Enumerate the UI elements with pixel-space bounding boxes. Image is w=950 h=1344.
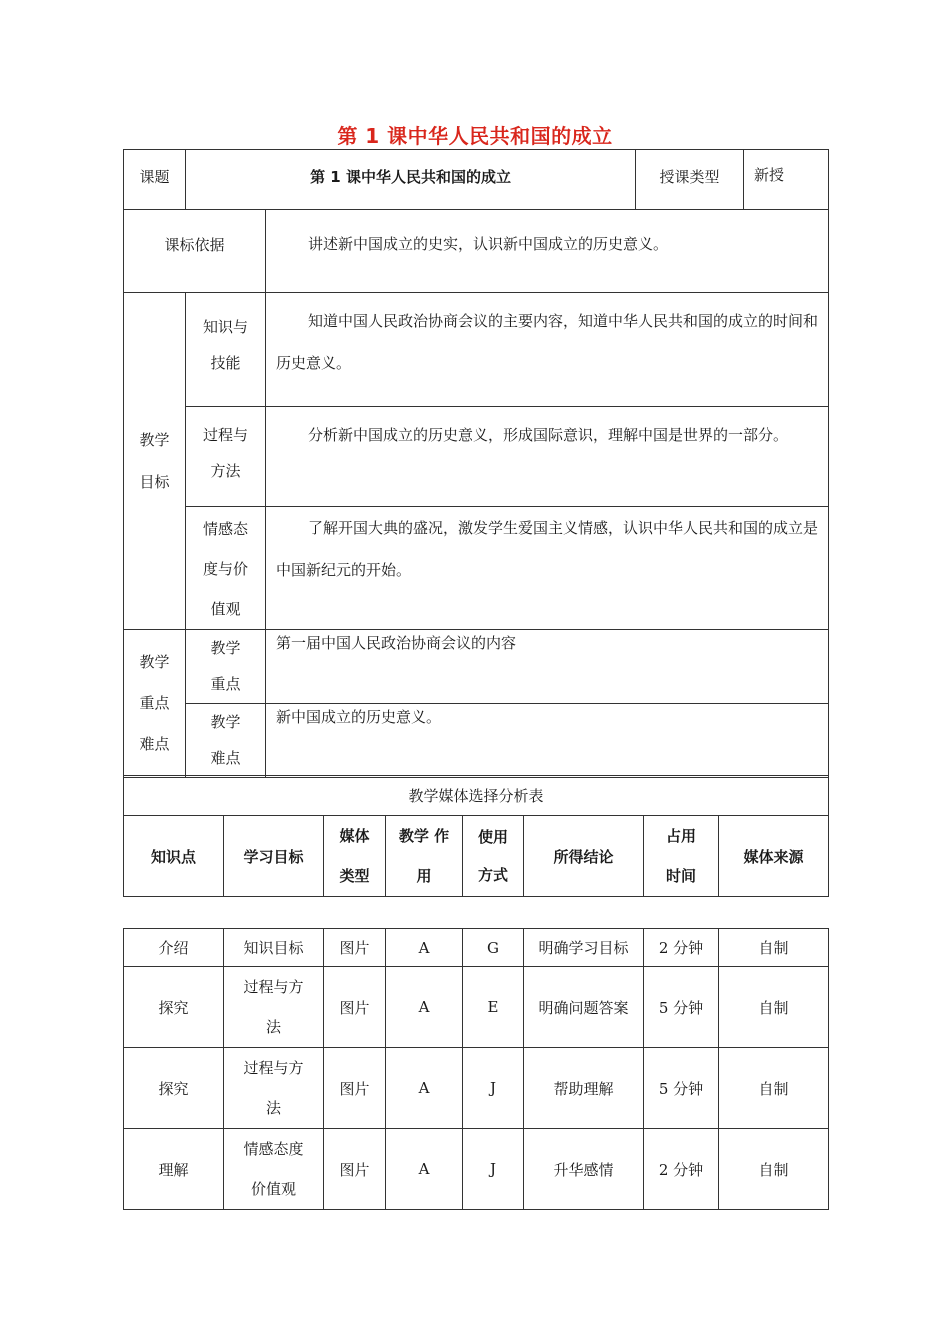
col-header-media-type: 媒体类型 [324,816,386,897]
cell-teaching-role: A [386,1048,463,1129]
focus-text: 第一届中国人民政治协商会议的内容 [266,630,829,704]
table-row [124,1129,829,1210]
cell-learning-goal: 过程与方法 [224,967,324,1048]
keypoint-row-difficulty [124,704,829,778]
cell-duration: 2 分钟 [644,1129,719,1210]
cell-duration: 5 分钟 [644,967,719,1048]
cell-knowledge-point: 理解 [124,1129,224,1210]
col-header-source: 媒体来源 [719,816,829,897]
cell-conclusion: 升华感情 [524,1129,644,1210]
goal-row-process [124,407,829,507]
cell-source: 自制 [719,929,829,967]
cell-source: 自制 [719,967,829,1048]
cell-usage: J [463,1048,524,1129]
goal-row-emotion [124,507,829,630]
goal-row-knowledge [124,293,829,407]
cell-knowledge-point: 探究 [124,967,224,1048]
basis-label: 课标依据 [124,210,266,293]
cell-media-type: 图片 [324,1129,386,1210]
lesson-plan-table [123,149,829,778]
cell-media-type: 图片 [324,1048,386,1129]
difficulty-text: 新中国成立的历史意义。 [266,704,829,778]
cell-source: 自制 [719,1048,829,1129]
cell-teaching-role: A [386,967,463,1048]
cell-learning-goal: 知识目标 [224,929,324,967]
goal-label-emotion: 情感态度与价值观 [186,507,266,630]
cell-conclusion: 明确问题答案 [524,967,644,1048]
cell-source: 自制 [719,1129,829,1210]
difficulty-label: 教学难点 [186,704,266,778]
keypoint-row-focus [124,630,829,704]
goal-label-process: 过程与方法 [186,407,266,507]
col-header-learning-goal: 学习目标 [224,816,324,897]
cell-learning-goal: 过程与方法 [224,1048,324,1129]
cell-usage: G [463,929,524,967]
cell-conclusion: 帮助理解 [524,1048,644,1129]
media-header-row [124,816,829,897]
cell-knowledge-point: 探究 [124,1048,224,1129]
table-row [124,1048,829,1129]
page-title: 第 1 课中华人民共和国的成立 [337,124,613,148]
goal-text-emotion: 了解开国大典的盛况，激发学生爱国主义情感，认识中华人民共和国的成立是中国新纪元的开始。 [276,519,819,579]
cell-learning-goal: 情感态度价值观 [224,1129,324,1210]
media-body-table [123,928,829,1210]
col-header-knowledge-point: 知识点 [124,816,224,897]
cell-duration: 2 分钟 [644,929,719,967]
media-header-table [123,775,829,897]
focus-label: 教学重点 [186,630,266,704]
table-row [124,967,829,1048]
goal-text-process: 分析新中国成立的历史意义，形成国际意识，理解中国是世界的一部分。 [308,426,789,444]
cell-knowledge-point: 介绍 [124,929,224,967]
type-label: 授课类型 [636,150,744,210]
topic-value: 第 1 课中华人民共和国的成立 [186,150,636,210]
col-header-teaching-role: 教学 作用 [386,816,463,897]
type-value: 新授 [744,150,829,210]
col-header-usage: 使用方式 [463,816,524,897]
goal-label-knowledge: 知识与技能 [186,293,266,407]
cell-usage: E [463,967,524,1048]
col-header-duration: 占用 时间 [644,816,719,897]
media-table-title: 教学媒体选择分析表 [124,776,829,816]
cell-conclusion: 明确学习目标 [524,929,644,967]
table-row [124,929,829,967]
cell-media-type: 图片 [324,967,386,1048]
cell-teaching-role: A [386,1129,463,1210]
cell-duration: 5 分钟 [644,1048,719,1129]
basis-text: 讲述新中国成立的史实，认识新中国成立的历史意义。 [308,235,669,253]
keypoints-label: 教学重点难点 [124,630,186,778]
header-row [124,150,829,210]
goal-text-knowledge: 知道中国人民政治协商会议的主要内容，知道中华人民共和国的成立的时间和历史意义。 [276,312,819,372]
topic-label: 课题 [124,150,186,210]
basis-row [124,210,829,293]
goals-label: 教学目标 [124,293,186,630]
col-header-conclusion: 所得结论 [524,816,644,897]
cell-teaching-role: A [386,929,463,967]
cell-media-type: 图片 [324,929,386,967]
cell-usage: J [463,1129,524,1210]
